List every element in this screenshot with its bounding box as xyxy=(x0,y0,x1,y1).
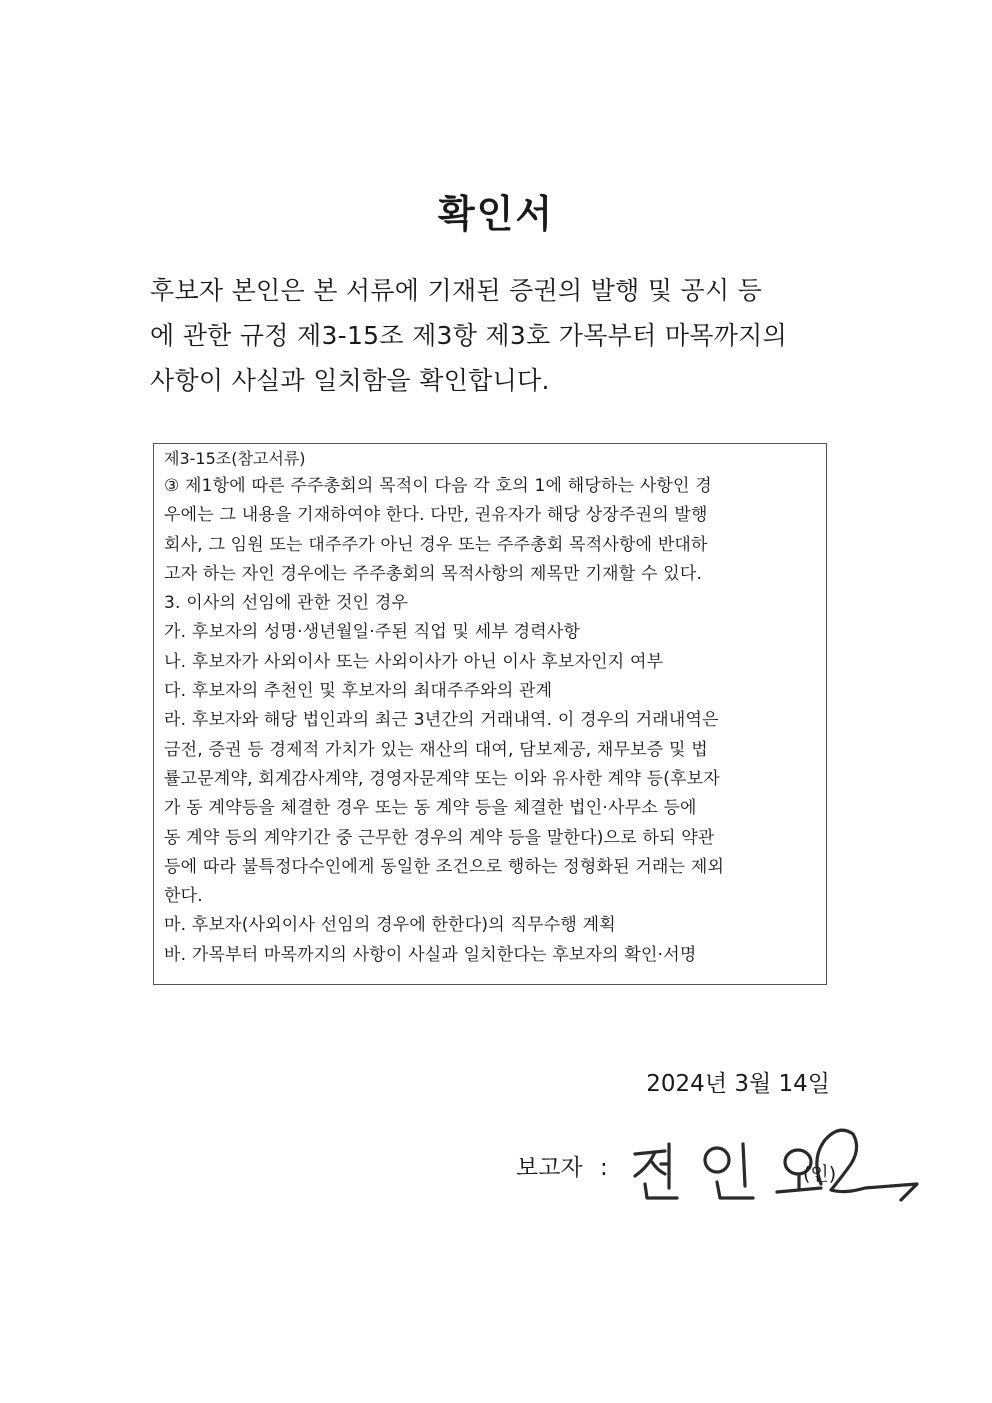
reference-line: 동 계약 등의 계약기간 중 근무한 경우의 계약 등을 말한다)으로 하되 약관 xyxy=(164,827,715,848)
document-title: 확인서 xyxy=(437,192,555,236)
reporter-label: 보고자 xyxy=(516,1155,583,1181)
reference-line: 회사, 그 임원 또는 대주주가 아닌 경우 또는 주주총회 목적사항에 반대하 xyxy=(164,534,708,555)
reference-line: 나. 후보자가 사외이사 또는 사외이사가 아닌 이사 후보자인지 여부 xyxy=(164,651,664,672)
reporter-colon: : xyxy=(600,1155,608,1181)
reference-line: 바. 가목부터 마목까지의 사항이 사실과 일치한다는 후보자의 확인·서명 xyxy=(164,944,697,965)
handwritten-signature xyxy=(625,1118,925,1208)
reference-line: 등에 따라 불특정다수인에게 동일한 조건으로 행하는 정형화된 거래는 제외 xyxy=(164,856,725,877)
statement-line: 에 관한 규정 제3-15조 제3항 제3호 가목부터 마목까지의 xyxy=(150,321,788,350)
reporter-block xyxy=(510,1140,940,1200)
reference-line: 금전, 증권 등 경제적 가치가 있는 재산의 대여, 담보제공, 채무보증 및 법 xyxy=(164,739,708,760)
reference-line: 3. 이사의 선임에 관한 것인 경우 xyxy=(164,593,409,614)
statement-line: 후보자 본인은 본 서류에 기재된 증권의 발행 및 공시 등 xyxy=(150,276,763,305)
reference-line: 고자 하는 자인 경우에는 주주총회의 목적사항의 제목만 기재할 수 있다. xyxy=(164,563,703,584)
reference-heading: 제3-15조(참고서류) xyxy=(164,449,306,468)
statement-line: 사항이 사실과 일치함을 확인합니다. xyxy=(150,366,550,395)
reference-line: 우에는 그 내용을 기재하여야 한다. 다만, 권유자가 해당 상장주권의 발행 xyxy=(164,505,708,526)
reference-line: 가 동 계약등을 체결한 경우 또는 동 계약 등을 체결한 법인·사무소 등에 xyxy=(164,798,697,819)
reference-line: ③ 제1항에 따른 주주총회의 목적이 다음 각 호의 1에 해당하는 사항인 경 xyxy=(164,476,712,496)
reference-line: 라. 후보자와 해당 법인과의 최근 3년간의 거래내역. 이 경우의 거래내역은 xyxy=(164,710,719,731)
reference-line: 률고문계약, 회계감사계약, 경영자문계약 또는 이와 유사한 계약 등(후보자 xyxy=(164,768,720,789)
reference-line: 다. 후보자의 추천인 및 후보자의 최대주주와의 관계 xyxy=(164,681,553,702)
reference-line: 가. 후보자의 성명·생년월일·주된 직업 및 세부 경력사항 xyxy=(164,622,581,643)
reference-line: 마. 후보자(사외이사 선임의 경우에 한한다)의 직무수행 계획 xyxy=(164,915,616,936)
confirmation-statement xyxy=(150,268,850,403)
seal-mark: (인) xyxy=(803,1163,837,1185)
reference-line: 한다. xyxy=(164,886,203,907)
reference-regulation-box xyxy=(153,443,827,985)
document-date: 2024년 3월 14일 xyxy=(646,1071,830,1097)
